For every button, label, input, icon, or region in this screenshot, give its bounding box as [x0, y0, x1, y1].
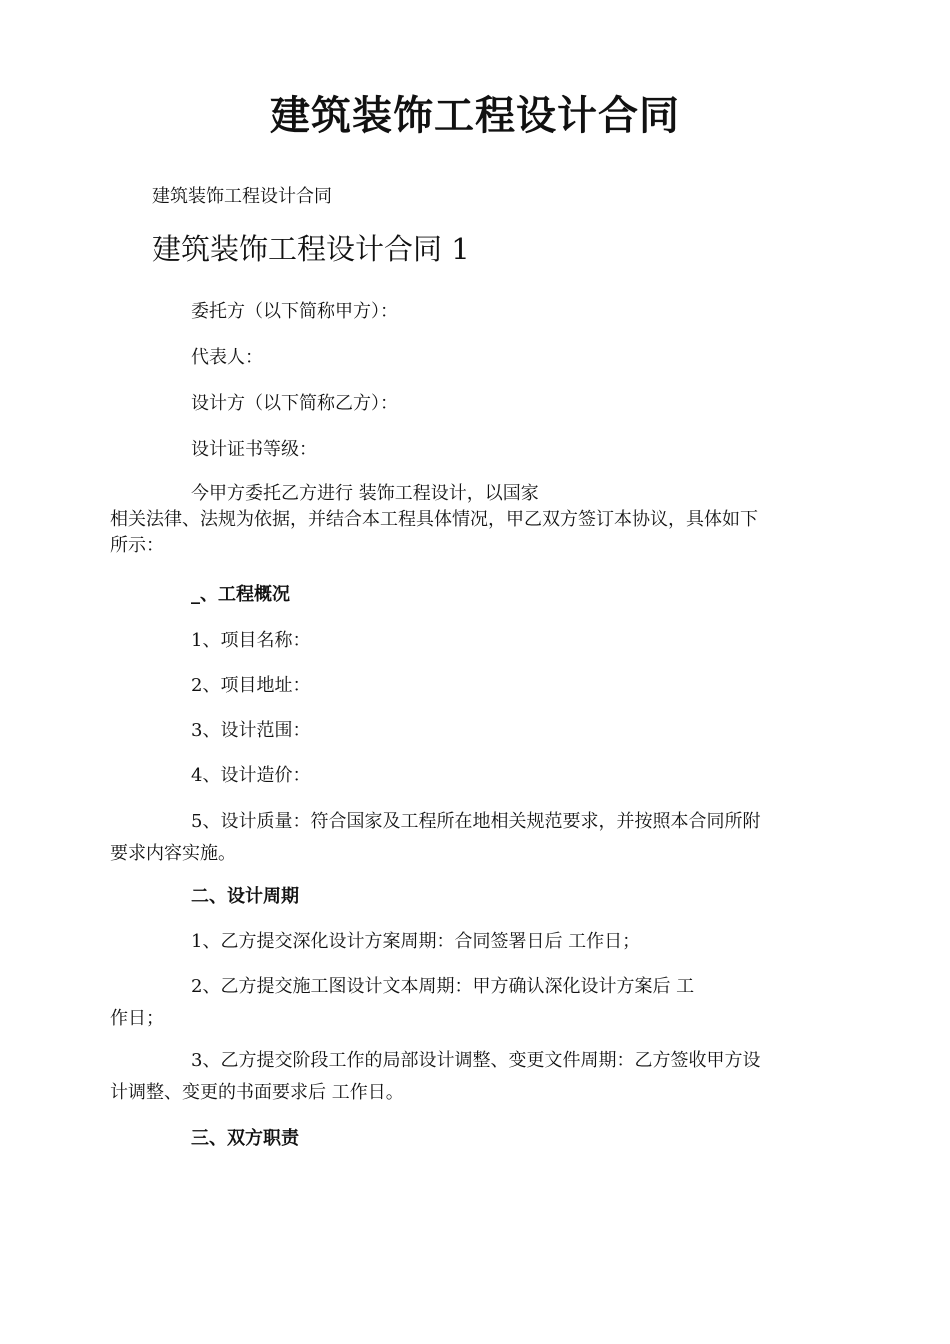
schedule-item-2-line-2: 作日； — [110, 1008, 164, 1029]
schedule-item-2-line-1: 2、乙方提交施工图设计文本周期：甲方确认深化设计方案后 工 — [191, 976, 695, 997]
section1-heading: _、工程概况 — [191, 584, 290, 605]
certificate-line: 设计证书等级： — [191, 439, 317, 460]
section2-heading: 二、设计周期 — [191, 886, 299, 907]
document-subtitle: 建筑装饰工程设计合同 — [152, 186, 332, 207]
client-line: 委托方（以下简称甲方）： — [191, 301, 398, 322]
representative-line: 代表人： — [191, 347, 263, 368]
intro-line-2: 相关法律、法规为依据，并结合本工程具体情况，甲乙双方签订本协议，具体如下 — [110, 509, 758, 530]
intro-line-1: 今甲方委托乙方进行 装饰工程设计，以国家 — [191, 483, 539, 504]
schedule-item-3-line-1: 3、乙方提交阶段工作的局部设计调整、变更文件周期：乙方签收甲方设 — [191, 1050, 761, 1071]
schedule-item-3 — [110, 1045, 850, 1109]
design-quality-line-2: 要求内容实施。 — [110, 843, 236, 864]
intro-paragraph — [110, 478, 850, 562]
project-name-line: 1、项目名称： — [191, 630, 311, 651]
schedule-item-1: 1、乙方提交深化设计方案周期：合同签署日后 工作日； — [191, 931, 641, 952]
schedule-item-3-line-2: 计调整、变更的书面要求后 工作日。 — [110, 1082, 404, 1103]
project-address-line: 2、项目地址： — [191, 675, 311, 696]
design-scope-line: 3、设计范围： — [191, 720, 311, 741]
section3-heading: 三、双方职责 — [191, 1128, 299, 1149]
design-cost-line: 4、设计造价： — [191, 765, 311, 786]
design-quality-line-1: 5、设计质量：符合国家及工程所在地相关规范要求，并按照本合同所附 — [191, 811, 761, 832]
designer-line: 设计方（以下简称乙方）： — [191, 393, 398, 414]
document-title: 建筑装饰工程设计合同 — [270, 92, 680, 139]
section-heading: 建筑装饰工程设计合同 1 — [152, 232, 470, 266]
intro-line-3: 所示： — [110, 535, 164, 556]
design-quality-paragraph — [110, 806, 850, 870]
schedule-item-2 — [110, 971, 850, 1035]
